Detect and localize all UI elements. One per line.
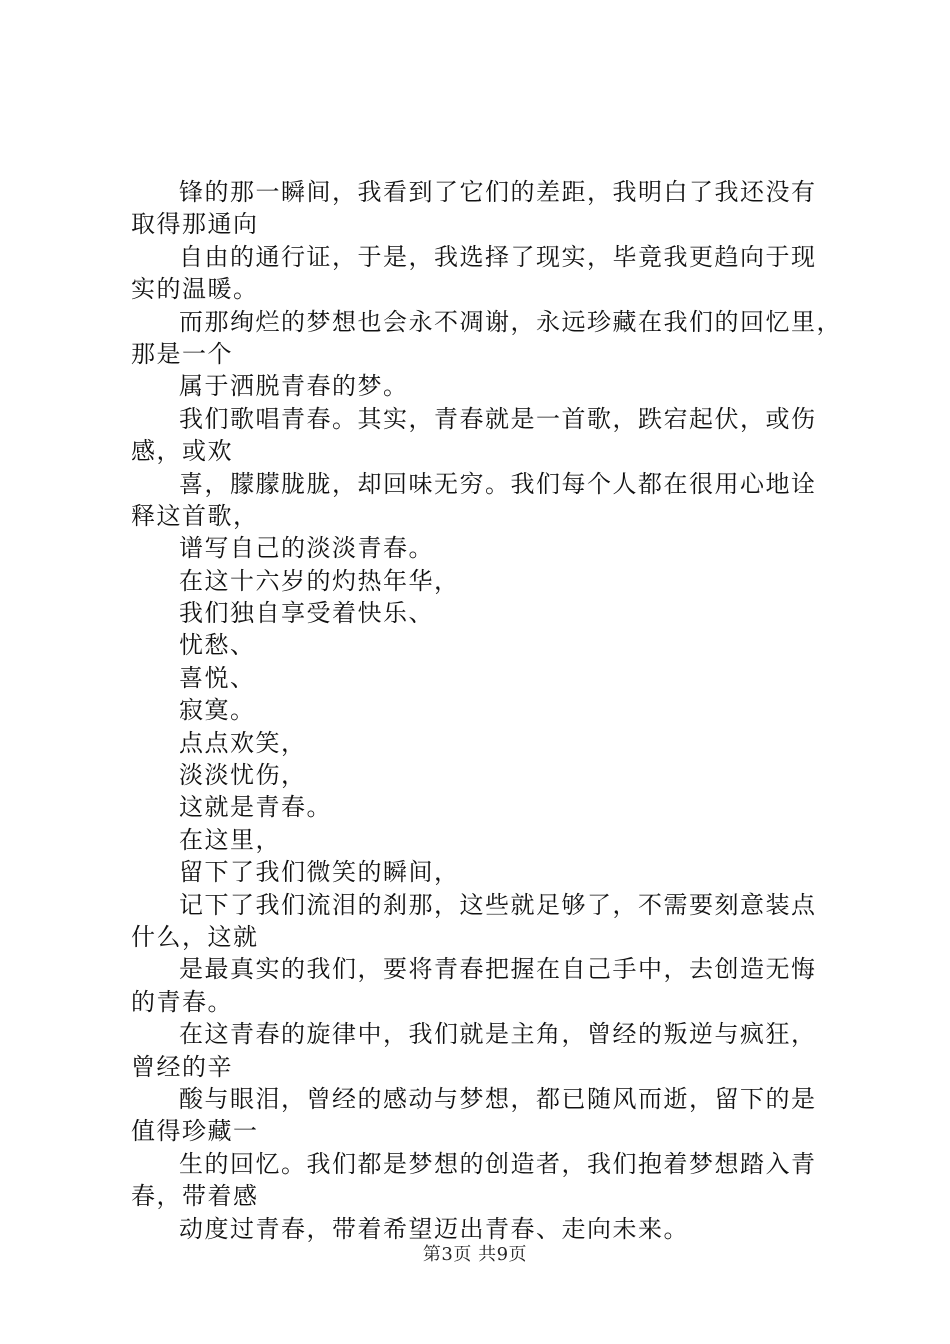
text-line: 春，带着感	[131, 1182, 259, 1211]
text-line: 值得珍藏一	[131, 1117, 259, 1146]
text-line: 我们独自享受着快乐、	[179, 599, 434, 628]
text-line: 是最真实的我们，要将青春把握在自己手中，去创造无悔	[179, 955, 817, 984]
text-line: 在这青春的旋律中，我们就是主角，曾经的叛逆与疯狂，	[179, 1020, 817, 1049]
text-line: 那是一个	[131, 339, 233, 368]
text-line: 取得那通向	[131, 210, 259, 239]
page-number-footer: 第3页 共9页	[422, 1244, 528, 1265]
text-line: 实的温暖。	[131, 275, 259, 304]
text-line: 属于洒脱青春的梦。	[179, 372, 409, 401]
text-line: 这就是青春。	[179, 793, 332, 822]
text-line: 在这十六岁的灼热年华，	[179, 566, 460, 595]
text-line: 喜悦、	[179, 663, 256, 692]
text-line: 淡淡忧伤，	[179, 761, 307, 790]
text-line: 什么，这就	[131, 922, 259, 951]
text-line: 释这首歌，	[131, 501, 259, 530]
text-line: 在这里，	[179, 825, 281, 854]
text-line: 自由的通行证，于是，我选择了现实，毕竟我更趋向于现	[179, 242, 817, 271]
text-line: 寂寞。	[179, 696, 256, 725]
text-line: 我们歌唱青春。其实，青春就是一首歌，跌宕起伏，或伤	[179, 404, 817, 433]
text-line: 感，或欢	[131, 437, 233, 466]
text-line: 动度过青春，带着希望迈出青春、走向未来。	[179, 1214, 689, 1243]
text-line: 生的回忆。我们都是梦想的创造者，我们抱着梦想踏入青	[179, 1149, 817, 1178]
text-line: 而那绚烂的梦想也会永不凋谢，永远珍藏在我们的回忆里，	[179, 307, 842, 336]
text-line: 记下了我们流泪的刹那，这些就足够了，不需要刻意装点	[179, 890, 817, 919]
text-line: 谱写自己的淡淡青春。	[179, 534, 434, 563]
text-line: 喜，朦朦胧胧，却回味无穷。我们每个人都在很用心地诠	[179, 469, 817, 498]
text-line: 的青春。	[131, 987, 233, 1016]
body-text	[131, 176, 851, 1245]
text-line: 留下了我们微笑的瞬间，	[179, 858, 460, 887]
text-line: 酸与眼泪，曾经的感动与梦想，都已随风而逝，留下的是	[179, 1084, 817, 1113]
text-line: 忧愁、	[179, 631, 256, 660]
text-line: 锋的那一瞬间，我看到了它们的差距，我明白了我还没有	[179, 178, 817, 206]
text-line: 点点欢笑，	[179, 728, 307, 757]
text-line: 曾经的辛	[131, 1052, 233, 1081]
